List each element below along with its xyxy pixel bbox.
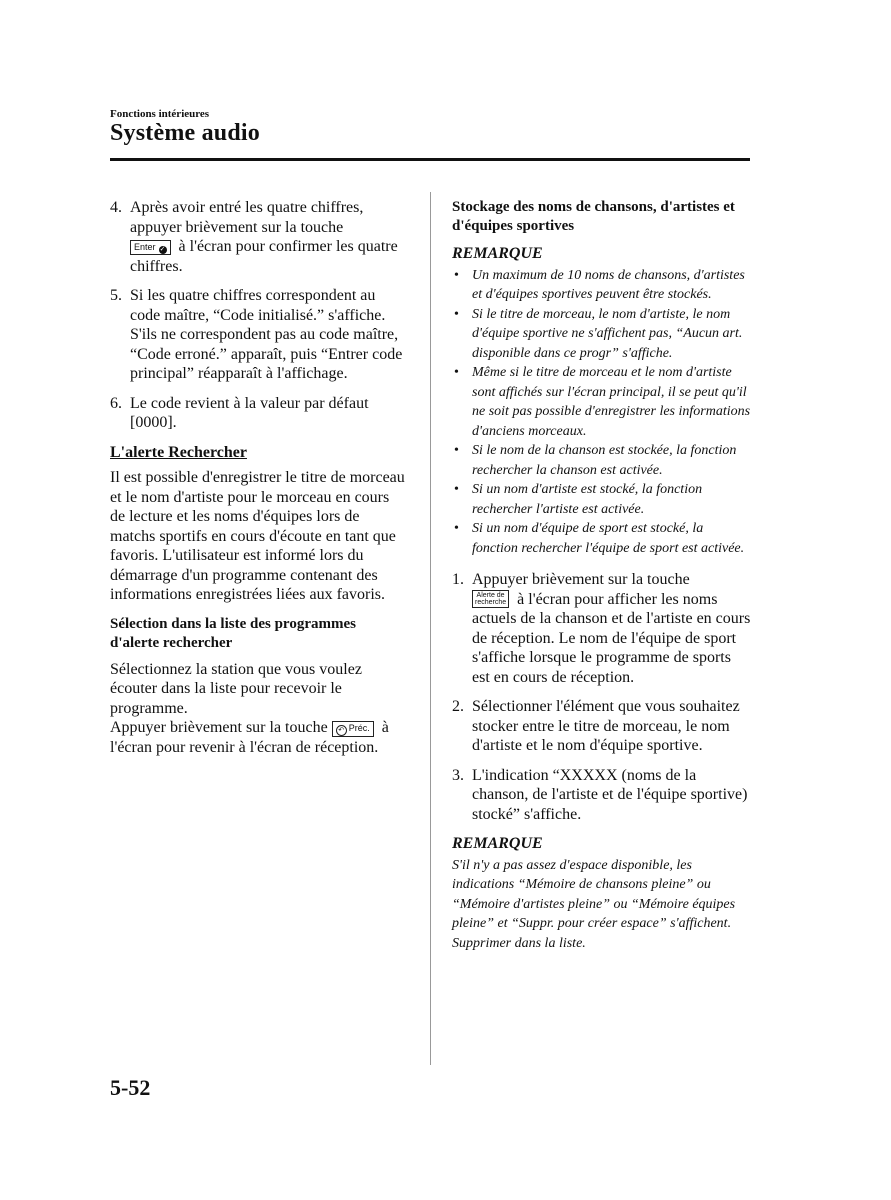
back-text: Appuyer brièvement sur la touche [110, 719, 328, 736]
bullet-icon: • [454, 267, 459, 283]
step-number: 3. [452, 766, 464, 784]
step-text: Si les quatre chiffres correspondent au code maître, “Code initialisé.” s'affiche. S'ils ne correspondent pas au code maître, “Code erroné.” apparaît, puis “Entrer code principal” réapparaît à l'affichage. [130, 287, 403, 382]
list-item: • Si le titre de morceau, le nom d'artiste, le nom d'équipe sportive ne s'affichent pas, “Aucun art. disponible dans ce progr” s'affiche. [454, 306, 743, 361]
step-number: 4. [110, 199, 122, 216]
step-number: 6. [110, 394, 122, 412]
bullet-icon: • [454, 306, 459, 322]
section-label: Fonctions intérieures [110, 108, 210, 120]
step-text: Après avoir entré les quatre chiffres, appuyer brièvement sur la touche [130, 199, 364, 236]
back-arrow-icon: ↶ [336, 725, 347, 736]
step-text: à l'écran pour confirmer les quatre chiffres. [130, 238, 398, 275]
step-text: Sélectionner l'élément que vous souhaitez stocker entre le titre de morceau, le nom d'artiste et le nom d'équipe sportive. [472, 698, 740, 754]
step-4 [110, 198, 408, 276]
column-divider [430, 192, 431, 1065]
prec-key [332, 721, 374, 737]
step-1 [452, 570, 752, 687]
step-text: L'indication “XXXXX (noms de la chanson, de l'artiste et de l'équipe sportive) stocké” s'affiche. [472, 766, 748, 823]
alert-key-line: Alerte de [476, 591, 505, 599]
storage-heading: Stockage des noms de chansons, d'artistes et d'équipes sportives [452, 199, 735, 234]
list-item: • Si le nom de la chanson est stockée, la fonction rechercher la chanson est activée. [454, 443, 737, 478]
bullet-icon: • [454, 443, 459, 458]
step-2 [452, 697, 752, 756]
left-column [110, 198, 408, 767]
list-item: • Si un nom d'équipe de sport est stocké, la fonction rechercher l'équipe de sport est activée. [454, 521, 745, 556]
page-title: Système audio [110, 120, 260, 146]
remarque-text: S'il n'y a pas assez d'espace disponible, les indications “Mémoire de chansons pleine” ou “Mémoire d'artistes pleine” ou “Mémoire équipes pleine” et “Suppr. pour créer espace” s'affichent. Supprimer dans la liste. [452, 857, 736, 951]
alert-paragraph: Il est possible d'enregistrer le titre de morceau et le nom d'artiste pour le morceau en cours de lecture et les noms d'équipes lors de matchs sportifs en cours d'écoute en tant que favoris. L'utilisateur est informé lors du démarrage d'un programme contenant des informations enregistrées liées aux favoris. [110, 469, 405, 603]
bullet-icon: • [454, 482, 459, 497]
remarque-heading: REMARQUE [452, 835, 543, 852]
enter-key-label: Enter [134, 242, 156, 252]
list-item: • Même si le titre de morceau et le nom d'artiste sont affichés sur l'écran principal, il se peut qu'il ne soit pas possible d'enregistrer les informations d'anciens morceaux. [454, 365, 751, 439]
remarque-heading: REMARQUE [452, 245, 543, 262]
back-instruction [110, 718, 408, 757]
alert-search-key [472, 590, 509, 608]
check-icon: ✓ [159, 246, 166, 253]
step-number: 2. [452, 698, 464, 715]
step-number: 1. [452, 571, 464, 588]
page-number: 5-52 [110, 1075, 151, 1100]
enter-key [130, 240, 171, 255]
step-text: Le code revient à la valeur par défaut [0000]. [130, 394, 369, 431]
prec-key-label: Préc. [348, 723, 370, 733]
list-item: • Un maximum de 10 noms de chansons, d'artistes et d'équipes sportives peuvent être stockés. [454, 267, 745, 302]
step-3 [452, 766, 752, 825]
step-5 [110, 286, 408, 384]
remarque-list [452, 266, 752, 559]
step-text: Appuyer brièvement sur la touche [472, 571, 690, 588]
step-6 [110, 394, 408, 433]
back-text: à l'écran pour revenir à l'écran de réception. [110, 719, 389, 756]
alert-key-line: recherche [475, 598, 507, 606]
bullet-icon: • [454, 521, 459, 536]
list-item: • Si un nom d'artiste est stocké, la fonction rechercher l'artiste est activée. [454, 482, 703, 517]
selection-heading: Sélection dans la liste des programmes d'alerte rechercher [110, 615, 356, 651]
alert-heading: L'alerte Rechercher [110, 443, 247, 461]
title-rule [110, 158, 750, 161]
bullet-icon: • [454, 365, 459, 380]
selection-paragraph: Sélectionnez la station que vous voulez écouter dans la liste pour recevoir le programme. [110, 660, 362, 717]
step-text: à l'écran pour afficher les noms actuels de la chanson et de l'artiste en cours de réception. Le nom de l'équipe de sport s'affiche lorsque le programme de sports est en cours de réception. [472, 590, 751, 686]
right-column [452, 198, 752, 953]
step-number: 5. [110, 287, 122, 304]
